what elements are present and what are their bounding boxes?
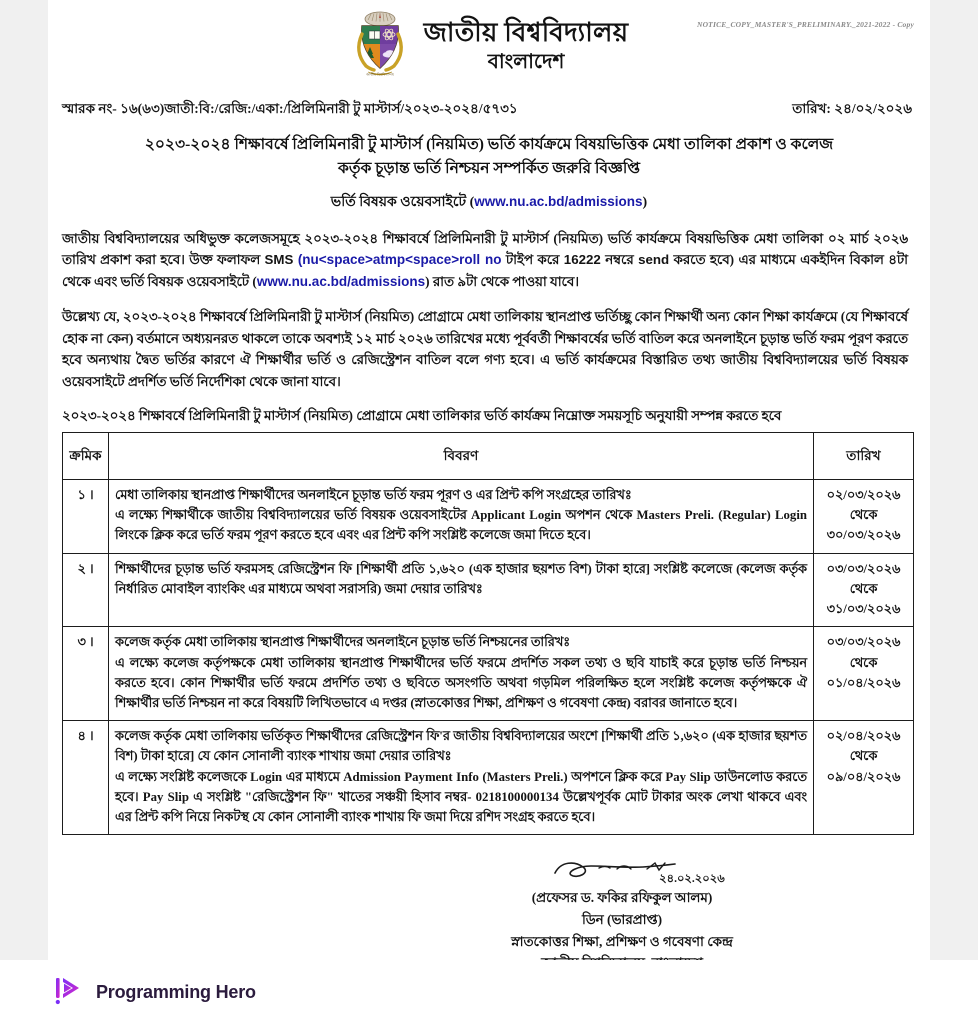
date-from: ০২/০৪/২০২৬ [826,729,901,744]
university-name: জাতীয় বিশ্ববিদ্যালয় [423,17,629,47]
row-description [109,480,814,554]
row-serial: ৪ । [63,721,109,835]
table-row [63,480,914,554]
national-university-crest-icon [350,10,410,82]
table-header-row [63,433,914,480]
file-name-watermark: NOTICE_COPY_MASTER'S_PRELIMINARY._2021-2022 - Copy [696,20,914,29]
row-date [814,553,914,627]
date-separator: থেকে [849,581,878,596]
table-row [63,553,914,627]
university-name-block [424,18,629,74]
date-to: ৩১/০৩/২০২৬ [826,602,901,617]
column-header-serial: ক্রমিক [63,433,109,480]
paragraph-result-publication [62,228,908,293]
signatory-designation: ডিন (ভারপ্রাপ্ত) [581,912,663,928]
date-from: ০২/০৩/২০২৬ [826,488,901,503]
desc-line: মেধা তালিকায় স্থানপ্রাপ্ত শিক্ষার্থীদের অনলাইনে চূড়ান্ত ভর্তি ফরম পূরণ ও এর প্রিন্ট কপি সংগ্রহের তারিখঃ [115,488,632,503]
desc-line: এ লক্ষ্যে সংশ্লিষ্ট কলেজকে Login এর মাধ্যমে Admission Payment Info (Masters Preli.) অপশনে ক্লিক করে Pay Slip ডাউনলোড করতে হবে। Pay Slip এ সংশ্লিষ্ট "রেজিস্ট্রেশন ফি" খাতের সঞ্চয়ী হিসাব নম্বর- 0218100000134 উল্লেখপূর্বক মোট টাকার অংক লেখা থাকবে এবং এর প্রিন্ট কপি নিয়ে নিকটস্থ যে কোন সোনালী ব্যাংক শাখায় ফি জমা দিয়ে রশিদ সংগ্রহ করতে হবে। [115,769,807,825]
page-title-line-1: ২০২৩-২০২৪ শিক্ষাবর্ষে প্রিলিমিনারী টু মাস্টার্স (নিয়মিত) ভর্তি কার্যক্রমে বিষয়ভিত্তিক মেধা তালিকা প্রকাশ ও কলেজ [144,136,834,153]
footer-brand-bar [0,960,978,1024]
desc-line: এ লক্ষ্যে কলেজ কর্তৃপক্ষকে মেধা তালিকায় স্থানপ্রাপ্ত শিক্ষার্থীদের ভর্তি ফরমে প্রদর্শিত সকল তথ্য ও ছবি যাচাই করে চূড়ান্ত ভর্তি নিশ্চয়ন করতে হবে। কোন শিক্ষার্থীর ভর্তি ফরমে প্রদর্শিত তথ্য ও ছবিতে অসংগতি অথবা গড়মিল পরিলক্ষিত হলে সংশ্লিষ্ট কলেজ কর্তৃপক্ষকে ঐ শিক্ষার্থীর ভর্তি নিশ্চয়ন না করে বিষয়টি লিখিতভাবে এ দপ্তর (স্নাতকোত্তর শিক্ষা, প্রশিক্ষণ ও গবেষণা কেন্দ্র) বরাবর জানাতে হবে। [115,655,807,710]
p1-website-link[interactable]: www.nu.ac.bd/admissions [256,274,426,290]
p1-sms-shortcode: 16222 [563,252,601,268]
date-from: ০৩/০৩/২০২৬ [826,561,901,576]
row-date [814,480,914,554]
row-serial: ২ । [63,553,109,627]
table-row [63,721,914,835]
university-country: বাংলাদেশ [487,50,565,73]
document-header [48,0,930,82]
date-to: ৩০/০৩/২০২৬ [826,528,901,543]
date-separator: থেকে [849,749,878,764]
admissions-website-link[interactable]: www.nu.ac.bd/admissions [474,194,643,210]
row-date [814,721,914,835]
date-from: ০৩/০৩/২০২৬ [826,635,901,650]
p1-part-e: ) রাত ৯টা থেকে পাওয়া যাবে। [425,274,580,290]
row-serial: ৩ । [63,627,109,721]
schedule-intro-text: ২০২৩-২০২৪ শিক্ষাবর্ষে প্রিলিমিনারী টু মাস্টার্স (নিয়মিত) প্রোগ্রামে মেধা তালিকার ভর্তি কার্যক্রম নিম্নোক্ত সময়সূচি অনুযায়ী সম্পন্ন করতে হবে [62,408,782,424]
desc-line: কলেজ কর্তৃক মেধা তালিকায় ভর্তিকৃত শিক্ষার্থীদের রেজিস্ট্রেশন ফি'র জাতীয় বিশ্ববিদ্যালয়ের অংশে [শিক্ষার্থী প্রতি ১,৬২০ (এক হাজার ছয়শত বিশ) টাকা হারে] যে কোন সোনালী ব্যাংক শাখায় জমা দেয়ার তারিখঃ [115,729,807,764]
svg-text:জাতীয় বিশ্ববিদ্যালয়: জাতীয় বিশ্ববিদ্যালয় [365,72,394,77]
website-prefix: ভর্তি বিষয়ক ওয়েবসাইটে ( [330,195,475,211]
row-serial: ১ । [63,480,109,554]
p1-sms-label: SMS [264,252,294,268]
desc-line: কলেজ কর্তৃক মেধা তালিকায় স্থানপ্রাপ্ত শিক্ষার্থীদের অনলাইনে চূড়ান্ত ভর্তি নিশ্চয়নের তারিখঃ [115,635,571,650]
date-separator: থেকে [849,655,878,670]
memo-number: স্মারক নং- ১৬(৬৩)জাতী:বি:/রেজি:/একা:/প্রিলিমিনারী টু মাস্টার্স/২০২৩-২০২৪/৫৭৩১ [62,101,518,116]
handwritten-signature-icon [511,857,733,887]
column-header-description: বিবরণ [109,433,814,480]
row-description [109,553,814,627]
p1-part-d: করতে হবে) এর মাধ্যমে একইদিন বিকাল ৪টা থেকে এবং ভর্তি বিষয়ক ওয়েবসাইটে ( [62,252,908,290]
brand-name: Programming Hero [96,981,256,1002]
signatory-name: (প্রফেসর ড. ফকির রফিকুল আলম) [531,890,713,906]
programming-hero-play-logo-icon [54,975,86,1009]
admission-schedule-table [62,432,914,835]
admissions-website-line [74,192,904,214]
desc-line: শিক্ষার্থীদের চূড়ান্ত ভর্তি ফরমসহ রেজিস্ট্রেশন ফি [শিক্ষার্থী প্রতি ১,৬২০ (এক হাজার ছয়শত বিশ) টাকা হারে] সংশ্লিষ্ট কলেজে (কলেজ কর্তৃক নির্ধারিত মোবাইল ব্যাংকিং এর মাধ্যমে অথবা সরাসরি) জমা দেয়ার তারিখঃ [115,561,807,596]
signatory-office: স্নাতকোত্তর শিক্ষা, প্রশিক্ষণ ও গবেষণা কেন্দ্র [511,933,733,949]
date-to: ০৯/০৪/২০২৬ [826,769,901,784]
p1-part-a: জাতীয় বিশ্ববিদ্যালয়ের অধিভুক্ত কলেজসমূহে ২০২৩-২০২৪ শিক্ষাবর্ষে প্রিলিমিনারী টু মাস্টার্স (নিয়মিত) ভর্তি কার্যক্রমে বিষয়ভিত্তিক মেধা তালিকা ০২ মার্চ ২০২৬ তারিখ প্রকাশ করা হবে। উক্ত ফলাফল [62,230,908,268]
table-row [63,627,914,721]
signature-date: ২৪.০২.২০২৬ [659,873,725,886]
memo-date: তারিখ: ২৪/০২/২০২৬ [792,101,912,116]
p1-send-keyword: send [638,252,670,268]
row-description [109,721,814,835]
p1-part-b: টাইপ করে [501,252,564,268]
memo-row [62,98,912,121]
desc-line: এ লক্ষ্যে শিক্ষার্থীকে জাতীয় বিশ্ববিদ্যালয়ের ভর্তি বিষয়ক ওয়েবসাইটের Applicant Login অপশন থেকে Masters Preli. (Regular) Login লিংকে ক্লিক করে ভর্তি ফরম পূরণ করতে হবে এবং এর প্রিন্ট কপি সংশ্লিষ্ট কলেজে জমা দিতে হবে। [115,508,807,543]
column-header-date: তারিখ [814,433,914,480]
document-page [48,0,930,960]
date-separator: থেকে [849,508,878,523]
paragraph-dual-admission-warning: উল্লেখ্য যে, ২০২৩-২০২৪ শিক্ষাবর্ষে প্রিলিমিনারী টু মাস্টার্স (নিয়মিত) প্রোগ্রামে মেধা তালিকায় স্থানপ্রাপ্ত ভর্তিচ্ছু কোন শিক্ষার্থী অন্য কোন শিক্ষা কার্যক্রমে (যে শিক্ষাবর্ষে হোক না কেন) বর্তমানে অধ্যয়নরত থাকলে তাকে অবশ্যই ১২ মার্চ ২০২৬ তারিখের মধ্যে পূর্ববর্তী শিক্ষাবর্ষের ভর্তি বাতিল করে অনলাইনে চূড়ান্ত ভর্তি ফরম পূরণ করতে হবে অন্যথায় দ্বৈত ভর্তির কারণে ঐ শিক্ষার্থীর ভর্তি ও রেজিস্ট্রেশন বাতিল বলে গণ্য হবে। এ ভর্তি কার্যক্রমের বিস্তারিত তথ্য জাতীয় বিশ্ববিদ্যালয়ের ভর্তি বিষয়ক ওয়েবসাইটে প্রদর্শিত ভর্তি নির্দেশিকা থেকে জানা যাবে। [62,308,908,389]
row-description [109,627,814,721]
p1-part-c: নম্বরে [600,252,639,268]
page-title [74,133,904,214]
document-content [48,0,930,960]
page-title-line-2: কর্তৃক চূড়ান্ত ভর্তি নিশ্চয়ন সম্পর্কিত জরুরি বিজ্ঞপ্তি [337,160,641,178]
p1-sms-syntax: (nu<space>atmp<space>roll no [297,252,502,268]
row-date [814,627,914,721]
website-suffix: ) [642,195,648,211]
date-to: ০১/০৪/২০২৬ [826,675,901,690]
